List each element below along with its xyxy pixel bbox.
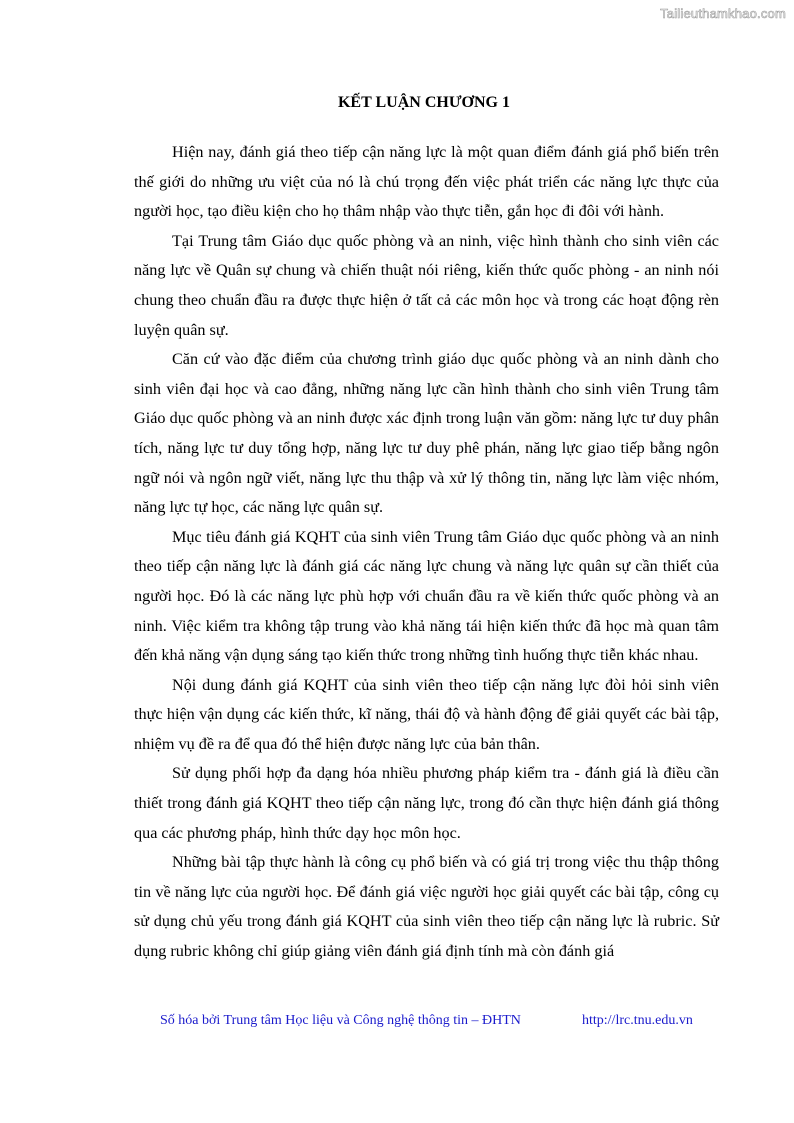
paragraph-4: Mục tiêu đánh giá KQHT của sinh viên Trung tâm Giáo dục quốc phòng và an ninh theo tiếp cận năng lực là đánh giá các năng lực chung và năng lực quân sự cần thiết của người học. Đó là các năng lực phù hợp với chuẩn đầu ra về kiến thức quốc phòng và an ninh. Việc kiểm tra không tập trung vào khả năng tái hiện kiến thức đã học mà quan tâm đến khả năng vận dụng sáng tạo kiến thức trong những tình huống thực tiễn khác nhau. <box>134 527 719 665</box>
paragraph-7: Những bài tập thực hành là công cụ phổ biến và có giá trị trong việc thu thập thông tin về năng lực của người học. Để đánh giá việc người học giải quyết các bài tập, công cụ sử dụng chủ yếu trong đánh giá KQHT của sinh viên theo tiếp cận năng lực là rubric. Sử dụng rubric không chỉ giúp giảng viên đánh giá định tính mà còn đánh giá <box>134 853 719 961</box>
page-title: KẾT LUẬN CHƯƠNG 1 <box>337 94 510 111</box>
footer-digitization-note: Số hóa bởi Trung tâm Học liệu và Công nghệ thông tin – ĐHTN <box>160 1013 521 1028</box>
paragraph-5: Nội dung đánh giá KQHT của sinh viên theo tiếp cận năng lực đòi hỏi sinh viên thực hiện vận dụng các kiến thức, kĩ năng, thái độ và hành động để giải quyết các bài tập, nhiệm vụ đề ra để qua đó thể hiện được năng lực của bản thân. <box>134 675 719 753</box>
paragraph-1: Hiện nay, đánh giá theo tiếp cận năng lực là một quan điểm đánh giá phổ biến trên thế giới do những ưu việt của nó là chú trọng đến việc phát triển các năng lực thực của người học, tạo điều kiện cho họ thâm nhập vào thực tiễn, gắn học đi đôi với hành. <box>134 143 719 221</box>
watermark: Tailieuthamkhao.com <box>660 6 786 21</box>
paragraph-3: Căn cứ vào đặc điểm của chương trình giáo dục quốc phòng và an ninh dành cho sinh viên đại học và cao đẳng, những năng lực cần hình thành cho sinh viên Trung tâm Giáo dục quốc phòng và an ninh được xác định trong luận văn gồm: năng lực tư duy phân tích, năng lực tư duy tổng hợp, năng lực tư duy phê phán, năng lực giao tiếp bằng ngôn ngữ nói và ngôn ngữ viết, năng lực thu thập và xử lý thông tin, năng lực làm việc nhóm, năng lực tự học, các năng lực quân sự. <box>134 350 719 517</box>
paragraph-2: Tại Trung tâm Giáo dục quốc phòng và an ninh, việc hình thành cho sinh viên các năng lực về Quân sự chung và chiến thuật nói riêng, kiến thức quốc phòng - an ninh nói chung theo chuẩn đầu ra được thực hiện ở tất cả các môn học và trong các hoạt động rèn luyện quân sự. <box>134 231 719 339</box>
footer-url-link[interactable]: http://lrc.tnu.edu.vn <box>582 1013 693 1028</box>
paragraph-6: Sử dụng phối hợp đa dạng hóa nhiều phương pháp kiểm tra - đánh giá là điều cần thiết trong đánh giá KQHT theo tiếp cận năng lực, trong đó cần thực hiện đánh giá thông qua các phương pháp, hình thức dạy học môn học. <box>134 764 719 842</box>
chapter-conclusion-body <box>134 138 719 967</box>
